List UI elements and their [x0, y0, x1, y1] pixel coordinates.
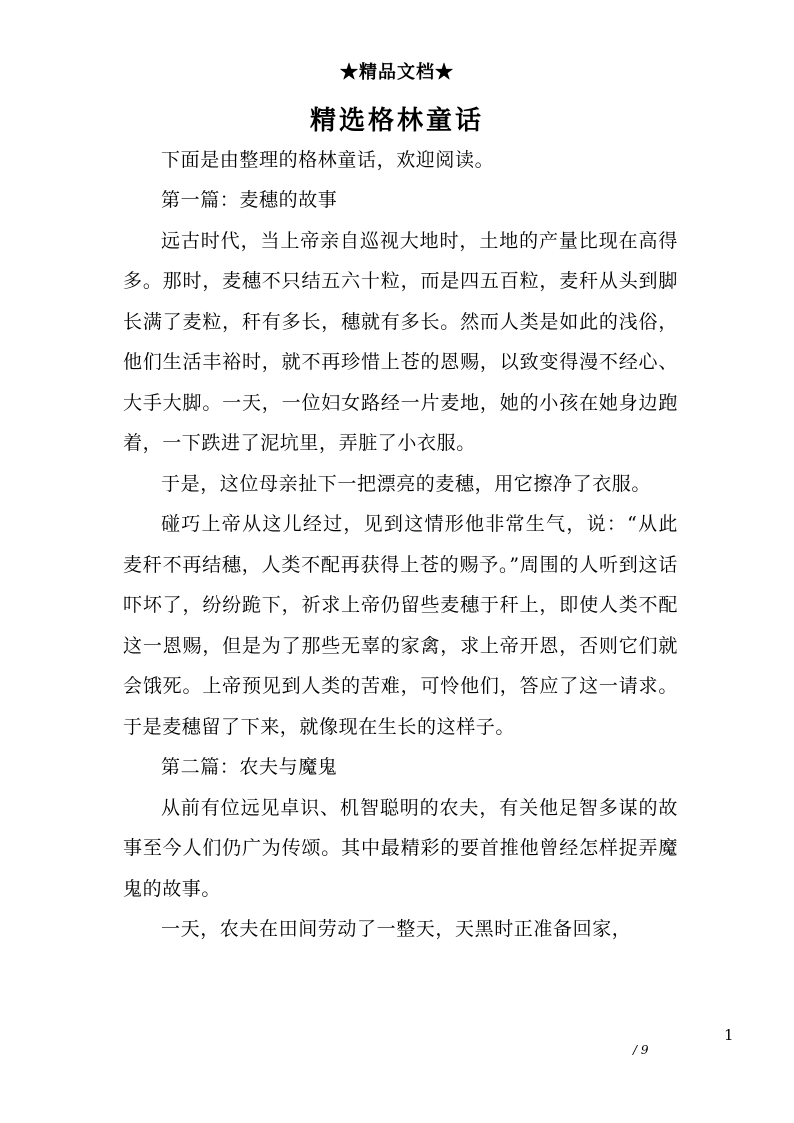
section-heading-2: 第二篇：农夫与魔鬼 — [161, 756, 338, 778]
paragraph-intro: 下面是由整理的格林童话，欢迎阅读。 — [161, 149, 495, 171]
paragraph: 于是，这位母亲扯下一把漂亮的麦穗，用它擦净了衣服。 — [161, 472, 652, 495]
paragraph: 碰巧上帝从这儿经过，见到这情形他非常生气，说：“从此麦秆不再结穗，人类不配再获得上苍的赐予。”周围的人听到这话吓坏了，纷纷跪下，祈求上帝仍留些麦穗于秆上，即使人类不配这一恩赐，但是为了那些无辜的家禽，求上帝开恩，否则它们就会饿死。上帝预见到人类的苦难，可怜他们，答应了这一请求。于是麦穗留了下来，就像现在生长的这样子。 — [123, 513, 678, 738]
document-body — [123, 140, 678, 950]
page-total: / 9 — [633, 1043, 649, 1057]
paragraph: 远古时代，当上帝亲自巡视大地时，土地的产量比现在高得多。那时，麦穗不只结五六十粒，而是四五百粒，麦秆从头到脚长满了麦粒，秆有多长，穗就有多长。然而人类是如此的浅俗，他们生活丰裕时，就不再珍惜上苍的恩赐，以致变得漫不经心、大手大脚。一天，一位妇女路经一片麦地，她的小孩在她身边跑着，一下跌进了泥坑里，弄脏了小衣服。 — [123, 229, 678, 454]
paragraph: 一天，农夫在田间劳动了一整天，天黑时正准备回家， — [161, 918, 632, 940]
document-title: 精选格林童话 — [309, 106, 484, 136]
section-heading-1: 第一篇：麦穗的故事 — [161, 189, 338, 211]
paragraph: 从前有位远见卓识、机智聪明的农夫，有关他足智多谋的故事至今人们仍广为传颂。其中最精彩的要首推他曾经怎样捉弄魔鬼的故事。 — [123, 796, 678, 900]
page-header-label: ★精品文档★ — [340, 62, 454, 83]
page-number: 1 — [724, 1026, 734, 1044]
